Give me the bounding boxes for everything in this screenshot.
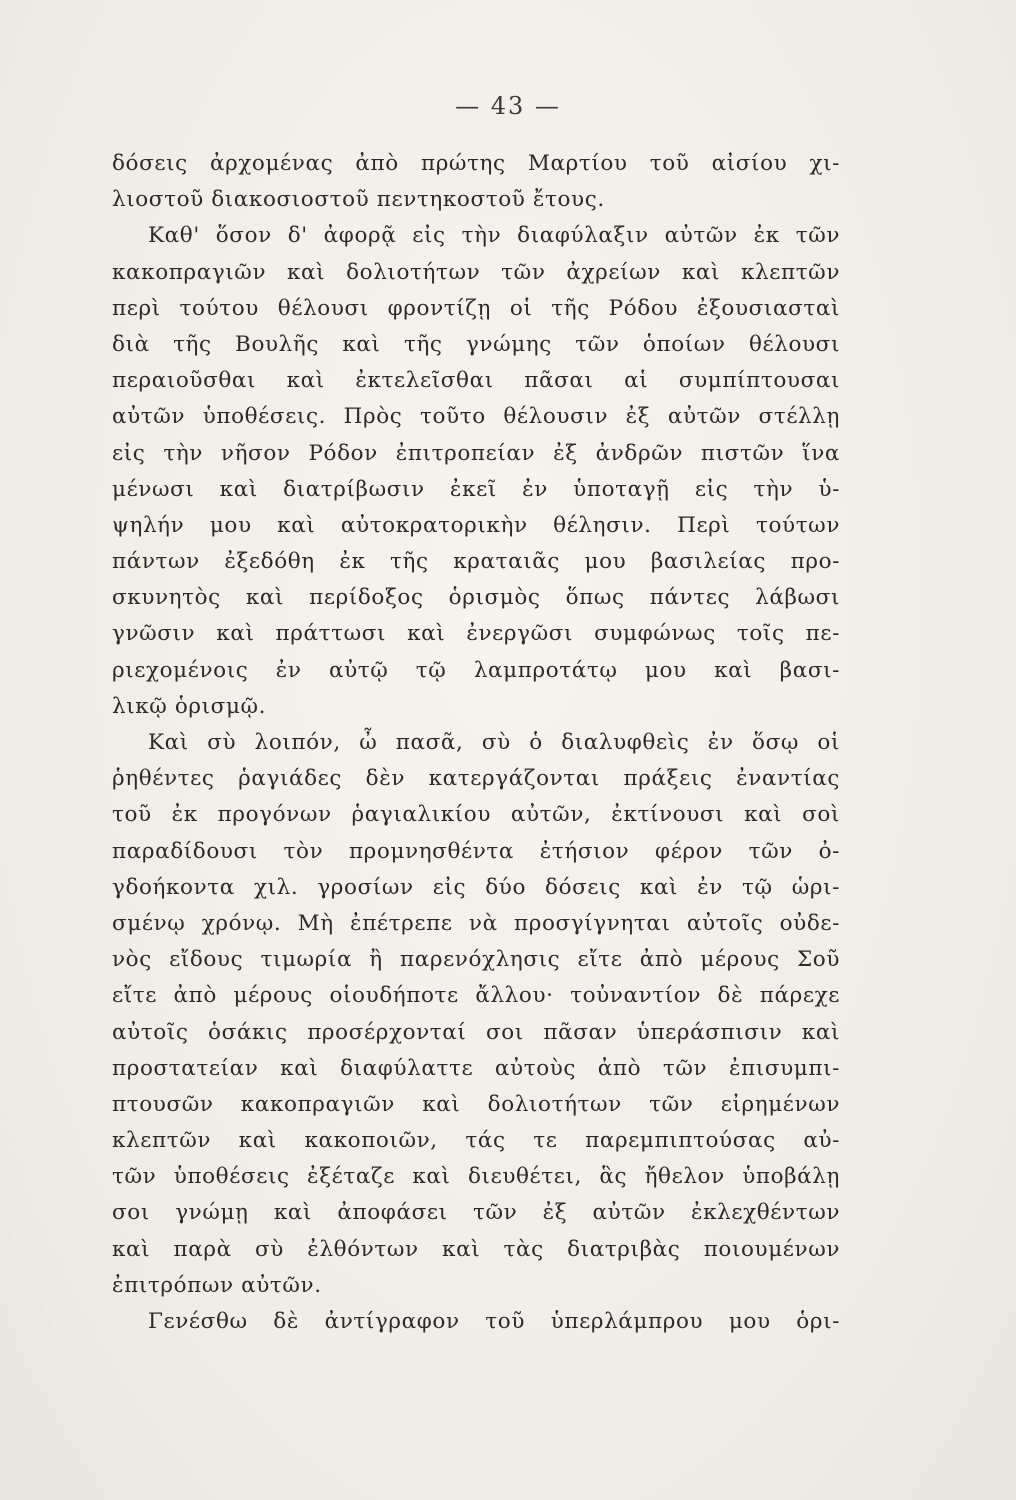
page-number: — 43 —	[455, 92, 561, 120]
text-line: δόσεις ἀρχομένας ἀπὸ πρώτης Μαρτίου τοῦ αἰσίου χι-	[112, 151, 840, 176]
text-line: διὰ τῆς Βουλῆς καὶ τῆς γνώμης τῶν ὁποίων θέλουσι	[112, 331, 840, 357]
text-line: πάντων ἐξεδόθη ἐκ τῆς κραταιᾶς μου βασιλείας προ-	[112, 549, 840, 575]
text-line: σμένῳ χρόνῳ. Μὴ ἐπέτρεπε νὰ προσγίγνηται αὐτοῖς οὐδε-	[112, 910, 840, 936]
text-line: ἐπιτρόπων αὐτῶν.	[112, 1272, 322, 1298]
text-line: τοῦ ἐκ προγόνων ῥαγιαλικίου αὐτῶν, ἐκτίνουσι καὶ σοὶ	[112, 802, 840, 828]
text-line: Καὶ σὺ λοιπόν, ὦ πασᾶ, σὺ ὁ διαλυφθεὶς ἐν ὅσῳ οἱ	[148, 730, 840, 755]
text-line: περὶ τούτου θέλουσι φροντίζῃ οἱ τῆς Ρόδου ἐξουσιασταὶ	[112, 295, 840, 321]
text-line: εἴτε ἀπὸ μέρους οἱουδήποτε ἄλλου· τοὐναντίον δὲ πάρεχε	[112, 983, 840, 1009]
text-line: Καθ' ὅσον δ' ἀφορᾷ εἰς τὴν διαφύλαξιν αὐτῶν ἐκ τῶν	[148, 223, 840, 249]
text-line: λιοστοῦ διακοσιοστοῦ πεντηκοστοῦ ἔτους.	[112, 187, 605, 213]
text-line: κακοπραγιῶν καὶ δολιοτήτων τῶν ἀχρείων καὶ κλεπτῶν	[112, 259, 840, 285]
text-line: πτουσῶν κακοπραγιῶν καὶ δολιοτήτων τῶν εἰρημένων	[112, 1091, 840, 1117]
text-line: μένωσι καὶ διατρίβωσιν ἐκεῖ ἐν ὑποταγῇ εἰς τὴν ὑ-	[112, 476, 840, 502]
text-line: γδοήκοντα χιλ. γροσίων εἰς δύο δόσεις καὶ ἐν τῷ ὡρι-	[112, 874, 840, 900]
text-line: σοι γνώμῃ καὶ ἀποφάσει τῶν ἐξ αὐτῶν ἐκλεχθέντων	[112, 1200, 840, 1226]
text-line: σκυνητὸς καὶ περίδοξος ὁρισμὸς ὅπως πάντες λάβωσι	[112, 585, 840, 611]
text-line: ριεχομένοις ἐν αὐτῷ τῷ λαμπροτάτῳ μου καὶ βασι-	[112, 657, 840, 683]
text-line: παραδίδουσι τὸν προμνησθέντα ἐτήσιον φέρον τῶν ὀ-	[112, 838, 840, 864]
text-line: κλεπτῶν καὶ κακοποιῶν, τάς τε παρεμπιπτούσας αὐ-	[112, 1128, 840, 1154]
text-line: ψηλήν μου καὶ αὐτοκρατορικὴν θέλησιν. Περὶ τούτων	[112, 512, 840, 538]
text-line: ῥηθέντες ῥαγιάδες δὲν κατεργάζονται πράξεις ἐναντίας	[112, 766, 840, 792]
text-line: νὸς εἴδους τιμωρία ἢ παρενόχλησις εἴτε ἀπὸ μέρους Σοῦ	[112, 947, 840, 973]
text-line: αὐτοῖς ὁσάκις προσέρχονταί σοι πᾶσαν ὑπεράσπισιν καὶ	[112, 1019, 840, 1045]
text-line: τῶν ὑποθέσεις ἐξέταζε καὶ διευθέτει, ἃς ἤθελον ὑποβάλῃ	[112, 1164, 840, 1190]
body-text	[112, 146, 840, 1340]
text-line: λικῷ ὁρισμῷ.	[112, 693, 267, 719]
text-line: γνῶσιν καὶ πράττωσι καὶ ἐνεργῶσι συμφώνως τοῖς πε-	[112, 621, 840, 647]
text-line: εἰς τὴν νῆσον Ρόδον ἐπιτροπείαν ἐξ ἀνδρῶν πιστῶν ἵνα	[112, 440, 840, 466]
text-line: Γενέσθω δὲ ἀντίγραφον τοῦ ὑπερλάμπρου μου ὁρι-	[148, 1309, 840, 1334]
text-line: προστατείαν καὶ διαφύλαττε αὐτοὺς ἀπὸ τῶν ἐπισυμπι-	[112, 1055, 840, 1081]
text-line: καὶ παρὰ σὺ ἐλθόντων καὶ τὰς διατριβὰς ποιουμένων	[112, 1236, 840, 1262]
text-line: περαιοῦσθαι καὶ ἐκτελεῖσθαι πᾶσαι αἱ συμπίπτουσαι	[112, 368, 840, 394]
text-line: αὐτῶν ὑποθέσεις. Πρὸς τοῦτο θέλουσιν ἐξ αὐτῶν στέλλῃ	[112, 404, 840, 430]
